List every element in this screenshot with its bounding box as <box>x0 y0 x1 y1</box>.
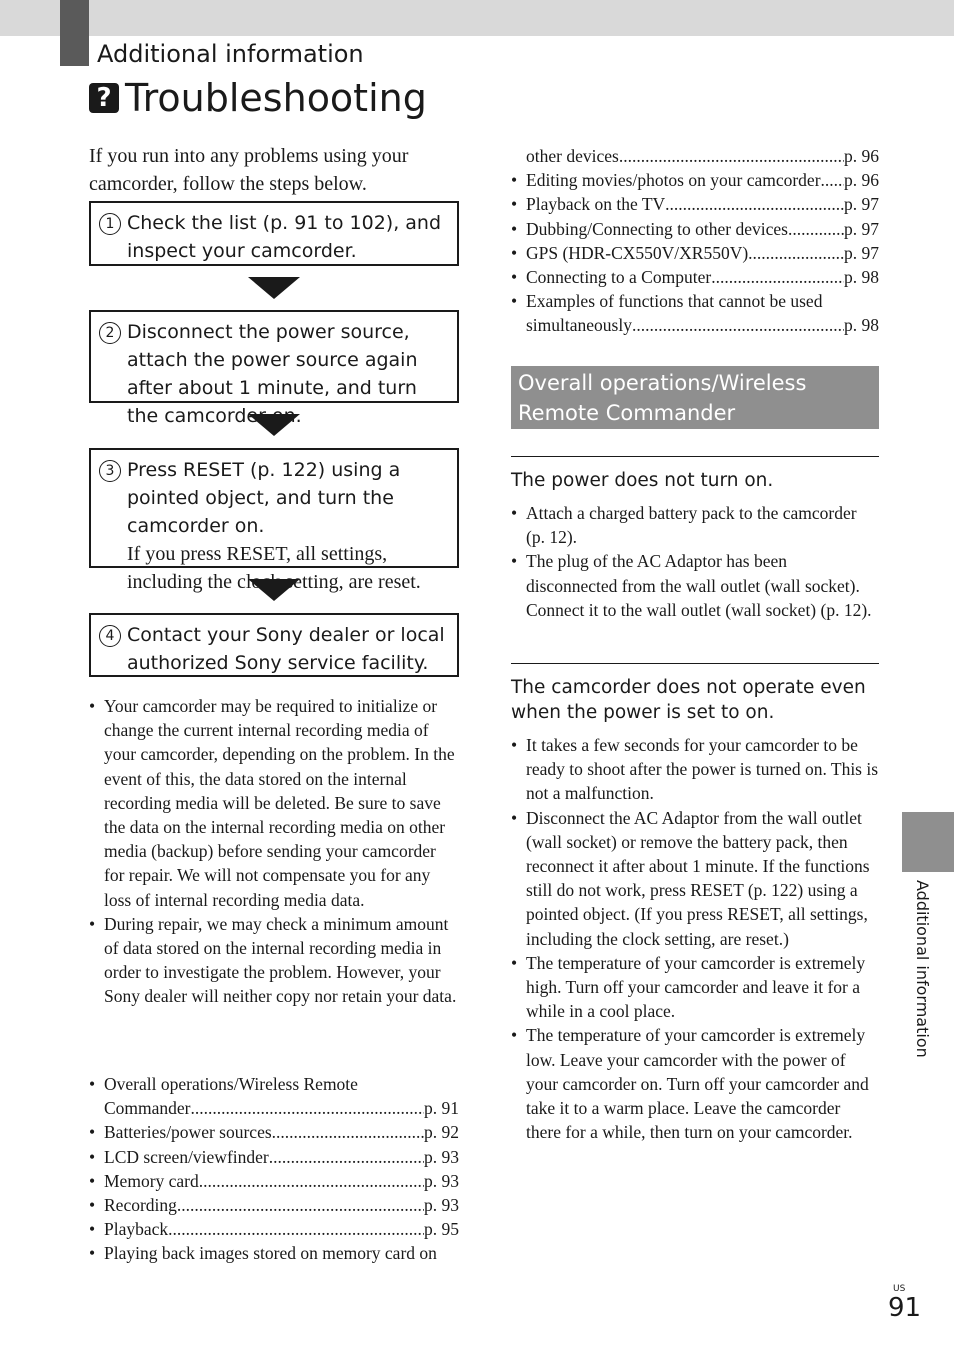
toc-label: • Examples of functions that cannot be used <box>526 291 823 312</box>
list-item: • It takes a few seconds for your camcorder to be ready to shoot after the power is turned on. This is not a malfunction. <box>511 733 879 806</box>
side-tab-label: Additional information <box>913 880 932 1058</box>
toc-item[interactable] <box>89 1193 459 1217</box>
toc-page: p. 96 <box>844 170 879 191</box>
intro-text: If you run into any problems using your camcorder, follow the steps below. <box>89 145 409 195</box>
list-item: • During repair, we may check a minimum amount of data stored on the internal recording media in order to investigate the problem. However, your Sony dealer will neither copy nor retain your data. <box>89 912 457 1009</box>
toc-page: p. 95 <box>424 1219 459 1240</box>
toc-page: p. 93 <box>424 1195 459 1216</box>
step-1 <box>89 201 459 266</box>
toc-item[interactable] <box>511 168 879 192</box>
step-number: 4 <box>99 625 121 647</box>
toc-page: p. 93 <box>424 1170 459 1191</box>
problem-heading: The power does not turn on. <box>511 470 774 491</box>
subsection-heading: Overall operations/Wireless Remote Commander <box>511 366 879 429</box>
step-number: 1 <box>99 213 121 235</box>
answer-list <box>511 733 879 1144</box>
toc-label: • Editing movies/photos on your camcorder <box>526 170 821 191</box>
list-item: • Disconnect the AC Adaptor from the wall outlet (wall socket) or remove the battery pack, then reconnect it after about 1 minute. If the functions still do not work, press RESET (p. 122) using a pointed object. (If you press RESET, all settings, including the clock setting, are reset.) <box>511 806 879 951</box>
list-item: • The plug of the AC Adaptor has been disconnected from the wall outlet (wall socket). Connect it to the wall outlet (wall socket) (p. 12). <box>511 549 879 622</box>
toc-page: p. 97 <box>844 218 879 239</box>
toc-item[interactable] <box>89 1169 459 1193</box>
toc-item[interactable] <box>89 1072 459 1120</box>
toc-page: p. 98 <box>844 267 879 288</box>
toc-item[interactable] <box>511 289 879 337</box>
toc-label: • Overall operations/Wireless Remote <box>104 1074 358 1094</box>
step-text: Press RESET (p. 122) using a pointed object, and turn the camcorder on. <box>127 459 401 537</box>
toc-item[interactable] <box>89 1145 459 1169</box>
toc-label: • Playback on the TV <box>526 194 666 215</box>
toc-list-left <box>89 1072 459 1266</box>
side-tab <box>902 812 954 872</box>
arrow-down-icon <box>248 277 300 299</box>
step-2 <box>89 310 459 427</box>
divider <box>511 663 879 664</box>
step-3 <box>89 448 459 593</box>
arrow-down-icon <box>248 579 300 601</box>
toc-label-cont: simultaneously <box>526 315 632 336</box>
toc-page: p. 96 <box>844 146 879 166</box>
toc-item[interactable] <box>511 241 879 265</box>
toc-label: • Recording <box>104 1195 177 1216</box>
toc-label: • Playback <box>104 1219 169 1240</box>
step-note: If you press RESET, all settings, including the clock setting, are reset. <box>127 543 421 593</box>
toc-label: other devices <box>526 146 619 166</box>
toc-label: • Playing back images stored on memory card on <box>104 1243 437 1264</box>
list-item: • The temperature of your camcorder is extremely low. Leave your camcorder with the power of your camcorder on. Turn off your camcorder and take it to a warm place. Leave the camcorder there for a while, then turn on your camcorder. <box>511 1023 879 1144</box>
toc-page: p. 93 <box>424 1146 459 1167</box>
toc-page: p. 92 <box>424 1122 459 1143</box>
step-number: 2 <box>99 322 121 344</box>
toc-label: • LCD screen/viewfinder <box>104 1146 269 1167</box>
toc-item[interactable] <box>511 265 879 289</box>
step-number: 3 <box>99 460 121 482</box>
answer-list <box>511 501 879 622</box>
header-bar <box>0 0 954 36</box>
toc-page: p. 97 <box>844 194 879 215</box>
toc-item[interactable] <box>511 192 879 216</box>
list-item: • Attach a charged battery pack to the camcorder (p. 12). <box>511 501 879 549</box>
toc-page: p. 97 <box>844 242 879 263</box>
step-text: Check the list (p. 91 to 102), and inspect your camcorder. <box>127 212 442 262</box>
page-title-text: Troubleshooting <box>125 76 427 120</box>
toc-label: • Dubbing/Connecting to other devices <box>526 218 788 239</box>
toc-list-right <box>511 144 879 338</box>
toc-item[interactable] <box>89 1120 459 1144</box>
toc-page: p. 91 <box>424 1098 459 1119</box>
step-4 <box>89 613 459 677</box>
region-code: US <box>893 1284 906 1294</box>
question-icon: ? <box>89 83 119 113</box>
step-text: Contact your Sony dealer or local authorized Sony service facility. <box>127 624 445 674</box>
page-number: 91 <box>888 1293 922 1323</box>
list-item: • Your camcorder may be required to initialize or change the current internal recording media of your camcorder, depending on the problem. In the event of this, the data stored on the internal recording media will be deleted. Be sure to save the data on the internal recording media on other media (backup) before sending your camcorder for repair. We will not compensate you for any loss of internal recording media data. <box>89 694 457 912</box>
notes-list <box>89 694 457 1009</box>
toc-label: • Connecting to a Computer <box>526 267 712 288</box>
problem-heading: The camcorder does not operate even when the power is set to on. <box>511 677 866 723</box>
section-title: Additional information <box>97 40 364 68</box>
toc-label: • Memory card <box>104 1170 199 1191</box>
arrow-down-icon <box>248 414 300 436</box>
toc-label: • Batteries/power sources <box>104 1122 272 1143</box>
toc-item[interactable] <box>511 217 879 241</box>
toc-item[interactable] <box>89 1241 459 1265</box>
step-text: Disconnect the power source, attach the power source again after about 1 minute, and turn the camcorder on. <box>127 321 418 427</box>
toc-item[interactable] <box>511 144 879 168</box>
header-marker <box>60 0 89 66</box>
toc-label: • GPS (HDR-CX550V/XR550V) <box>526 242 749 263</box>
list-item: • The temperature of your camcorder is extremely high. Turn off your camcorder and leave it for a while in a cool place. <box>511 951 879 1024</box>
toc-item[interactable] <box>89 1217 459 1241</box>
toc-page: p. 98 <box>844 315 879 336</box>
toc-label-cont: Commander <box>104 1098 191 1119</box>
divider <box>511 456 879 457</box>
page-title <box>89 76 427 120</box>
